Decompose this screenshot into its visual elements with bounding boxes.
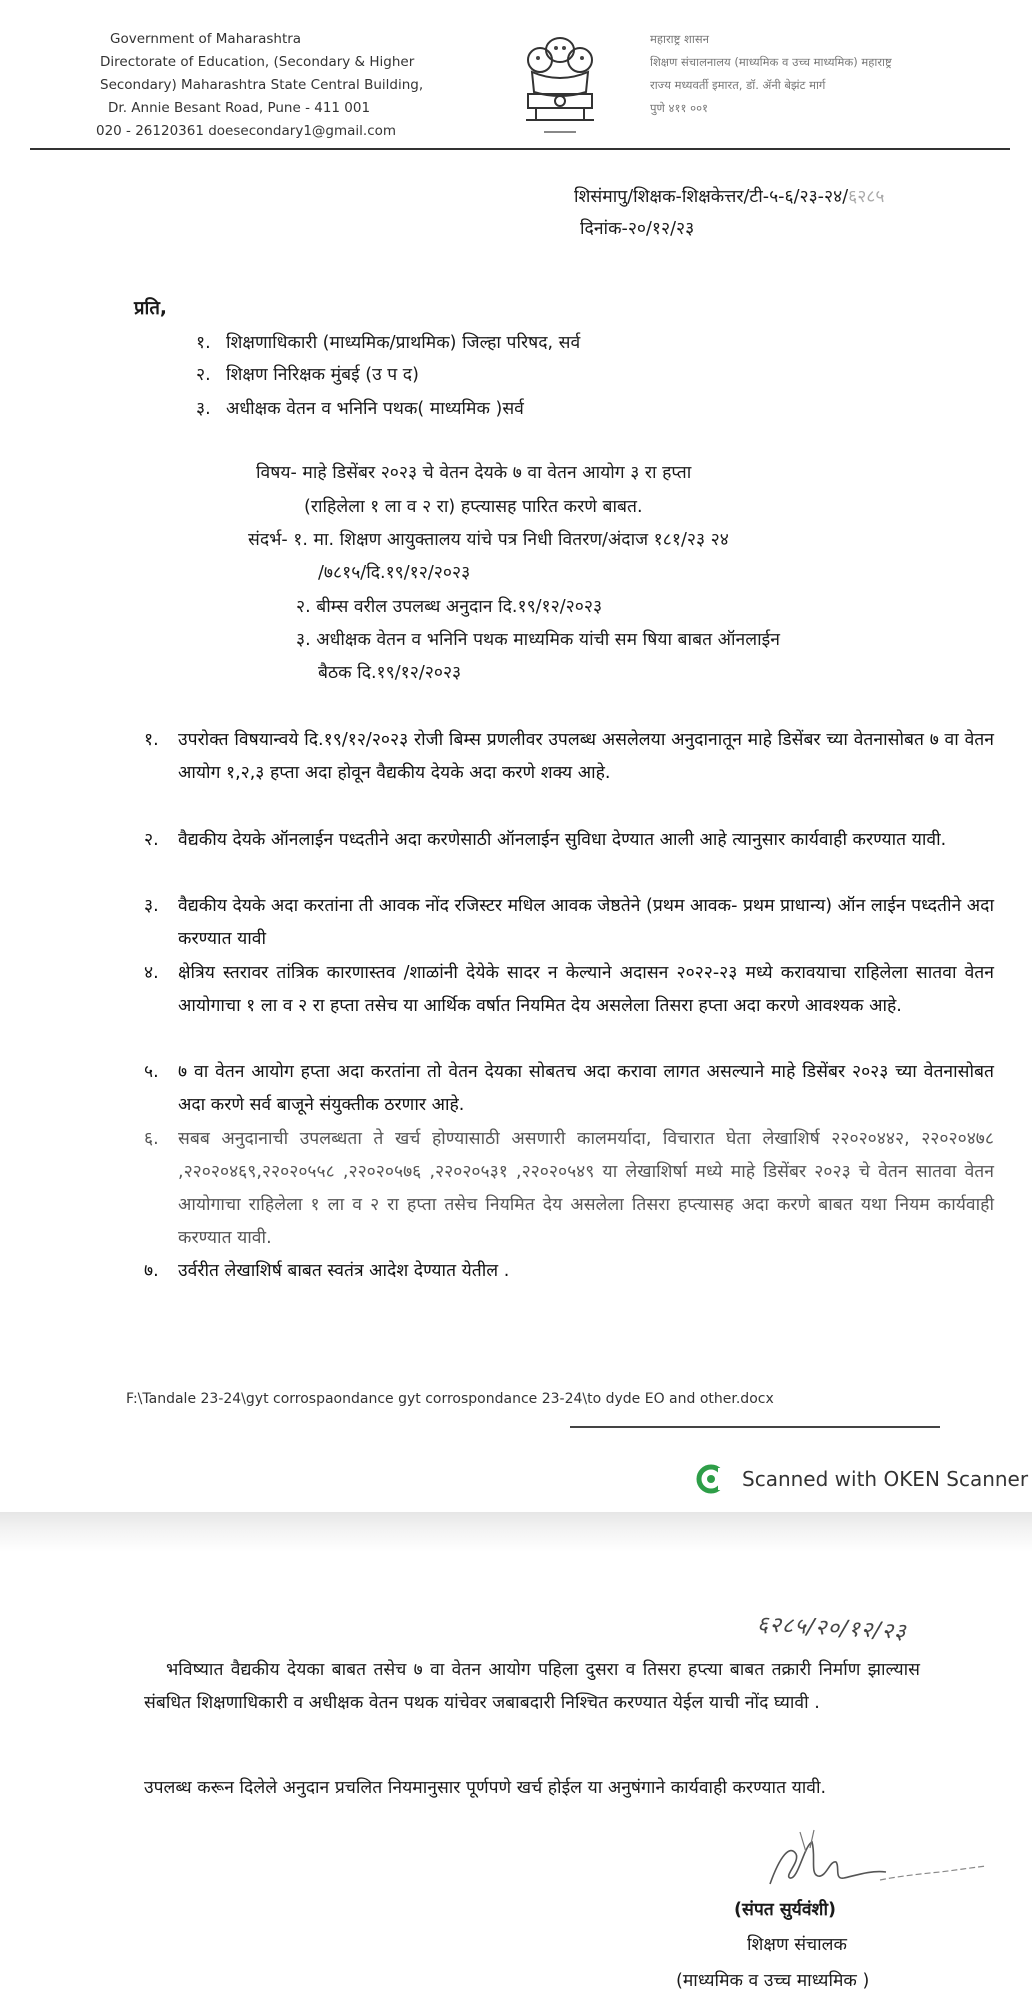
paragraph-text: क्षेत्रिय स्तरावर तांत्रिक कारणास्तव /शाळांनी देयेके सादर न केल्याने अदासन २०२२-२३ मध्ये करावयाचा राहिलेला सातवा वेतन आयोगाचा १ ला व २ रा हप्ता तसेच या आर्थिक वर्षात नियमित देय असलेला तिसरा हप्ता अदा करणे आवश्यक आहे.: [178, 963, 994, 1016]
reference-line: /७८१५/दि.१९/१२/२०२३: [318, 563, 471, 583]
reference-number-text: शिसंमापु/शिक्षक-शिक्षकेत्तर/टी-५-६/२३-२४/: [574, 187, 849, 207]
letterhead-line: Government of Maharashtra: [110, 31, 302, 47]
scanner-text: Scanned with OKEN Scanner: [742, 1467, 1029, 1491]
letterhead-line: महाराष्ट्र शासन: [650, 32, 709, 46]
letterhead-line: 020 - 26120361 doesecondary1@gmail.com: [96, 123, 397, 139]
reference-number-handwritten: ६२८५: [848, 187, 885, 207]
recipient-text: शिक्षणाधिकारी (माध्यमिक/प्राथमिक) जिल्हा परिषद, सर्व: [226, 333, 581, 353]
recipient-number: २.: [196, 365, 211, 385]
signatory-name: (संपत सुर्यवंशी): [734, 1900, 836, 1920]
paragraph-number: २.: [144, 830, 159, 850]
letterhead-marathi: [650, 28, 892, 120]
letterhead-line: पुणे ४११ ००१: [650, 101, 709, 115]
signatory-designation: शिक्षण संचालक: [747, 1935, 847, 1955]
reference-line: २. बीम्स वरील उपलब्ध अनुदान दि.१९/१२/२०२३: [296, 597, 603, 617]
letterhead-divider: [30, 148, 1010, 150]
letter-date: दिनांक-२०/१२/२३: [580, 219, 695, 239]
closing-paragraph: [144, 1772, 920, 1805]
paragraph-text: वैद्यकीय देयके ऑनलाईन पध्दतीने अदा करणेसाठी ऑनलाईन सुविधा देण्यात आली आहे त्यानुसार कार्यवाही करण्यात यावी.: [178, 830, 947, 850]
paragraph-number: ७.: [144, 1261, 159, 1281]
recipients-label: प्रति,: [134, 298, 167, 319]
closing-paragraph: [144, 1654, 920, 1720]
paragraph-text: उर्वरीत लेखाशिर्ष बाबत स्वतंत्र आदेश देण्यात येतील .: [178, 1261, 510, 1281]
paragraph-number: ५.: [144, 1062, 159, 1082]
paragraph-text: ७ वा वेतन आयोग हप्ता अदा करतांना तो वेतन देयका सोबतच अदा करावा लागत असल्याने माहे डिसेंबर २०२३ च्या वेतनासोबत अदा करणे सर्व बाजूने संयुक्तीक ठरणार आहे.: [178, 1062, 994, 1115]
paragraph-number: १.: [144, 730, 159, 750]
national-emblem-icon: [518, 28, 602, 146]
closing-paragraph-text: भविष्यात वैद्यकीय देयका बाबत तसेच ७ वा वेतन आयोग पहिला दुसरा व तिसरा हप्त्या बाबत तक्रारी निर्माण झाल्यास संबधित शिक्षणाधिकारी व अधीक्षक वेतन पथक यांचेवर जबाबदारी निश्चित करण्यात येईल याची नोंद घ्यावी .: [144, 1660, 920, 1713]
paragraph-text: वैद्यकीय देयके अदा करतांना ती आवक नोंद रजिस्टर मधिल आवक जेष्ठतेने (प्रथम आवक- प्रथम प्राधान्य) ऑन लाईन पध्दतीने अदा करण्यात यावी: [178, 896, 994, 949]
subject-line: (राहिलेला १ ला व २ रा) हप्त्यासह पारित करणे बाबत.: [304, 497, 643, 517]
paragraph-text: उपरोक्त विषयान्वये दि.१९/१२/२०२३ रोजी बिम्स प्रणलीवर उपलब्ध असलेलया अनुदानातून माहे डिसेंबर च्या वेतनासोबत ७ वा वेतन आयोग १,२,३ हप्ता अदा होवून वैद्यकीय देयके अदा करणे शक्य आहे.: [178, 730, 994, 783]
recipient-item: [196, 362, 419, 386]
recipient-item: [196, 396, 524, 420]
reference-number: [574, 184, 885, 208]
reference-line: बैठक दि.१९/१२/२०२३: [318, 663, 462, 683]
handwritten-note: ६२८५/२०/१२/२३: [756, 1612, 908, 1645]
file-path: F:\Tandale 23-24\gyt corrospaondance gyt corrospondance 23-24\to dyde EO and other.docx: [126, 1391, 774, 1407]
signatory-department: (माध्यमिक व उच्च माध्यमिक ): [676, 1971, 870, 1991]
signature-icon: [760, 1826, 1000, 1896]
letterhead-line: राज्य मध्यवर्ती इमारत, डॉ. ॲनी बेझंट मार्ग: [650, 78, 826, 92]
paragraph-number: ४.: [144, 963, 159, 983]
letterhead-english: [96, 28, 424, 143]
reference-line: ३. अधीक्षक वेतन व भनिनि पथक माध्यमिक यांची सम षिया बाबत ऑनलाईन: [296, 630, 780, 650]
letterhead-line: Secondary) Maharashtra State Central Building,: [100, 77, 424, 93]
footer-divider: [570, 1426, 940, 1428]
recipient-item: [196, 330, 580, 354]
letterhead-line: शिक्षण संचालनालय (माध्यमिक व उच्च माध्यमिक) महाराष्ट्र: [650, 55, 892, 69]
paragraph-number: ३.: [144, 896, 159, 916]
page-gap: [0, 1512, 1032, 1552]
recipient-number: १.: [196, 333, 211, 353]
closing-paragraph-text: उपलब्ध करून दिलेले अनुदान प्रचलित नियमानुसार पूर्णपणे खर्च होईल या अनुषंगाने कार्यवाही करण्यात यावी.: [144, 1778, 827, 1798]
recipient-text: शिक्षण निरिक्षक मुंबई (उ प द): [226, 365, 419, 385]
recipient-text: अधीक्षक वेतन व भनिनि पथक( माध्यमिक )सर्व: [226, 399, 524, 419]
oken-scanner-icon: [696, 1464, 732, 1494]
scanner-watermark: [696, 1462, 1028, 1496]
paragraph-text: सबब अनुदानाची उपलब्धता ते खर्च होण्यासाठी असणारी कालमर्यादा, विचारात घेता लेखाशिर्ष २२०२०४४२, २२०२०४७८ ,२२०२०४६९,२२०२०५५८ ,२२०२०५७६ ,२२०२०५३१ ,२२०२०५४९ या लेखाशिर्षा मध्ये माहे डिसेंबर २०२३ चे वेतन सातवा वेतन आयोगाचा राहिलेला १ ला व २ रा हप्ता तसेच नियमित देय असलेला तिसरा हप्त्यासह अदा करणे बाबत यथा नियम कार्यवाही करण्यात यावी.: [178, 1129, 994, 1248]
reference-line: संदर्भ- १. मा. शिक्षण आयुक्तालय यांचे पत्र निधी वितरण/अंदाज १८१/२३ २४: [248, 530, 729, 550]
letterhead-line: Directorate of Education, (Secondary & Higher: [100, 54, 415, 70]
subject-line: विषय- माहे डिसेंबर २०२३ चे वेतन देयके ७ वा वेतन आयोग ३ रा हप्ता: [256, 463, 692, 483]
recipient-number: ३.: [196, 399, 211, 419]
paragraph-number: ६.: [144, 1129, 159, 1149]
letterhead-line: Dr. Annie Besant Road, Pune - 411 001: [108, 100, 371, 116]
